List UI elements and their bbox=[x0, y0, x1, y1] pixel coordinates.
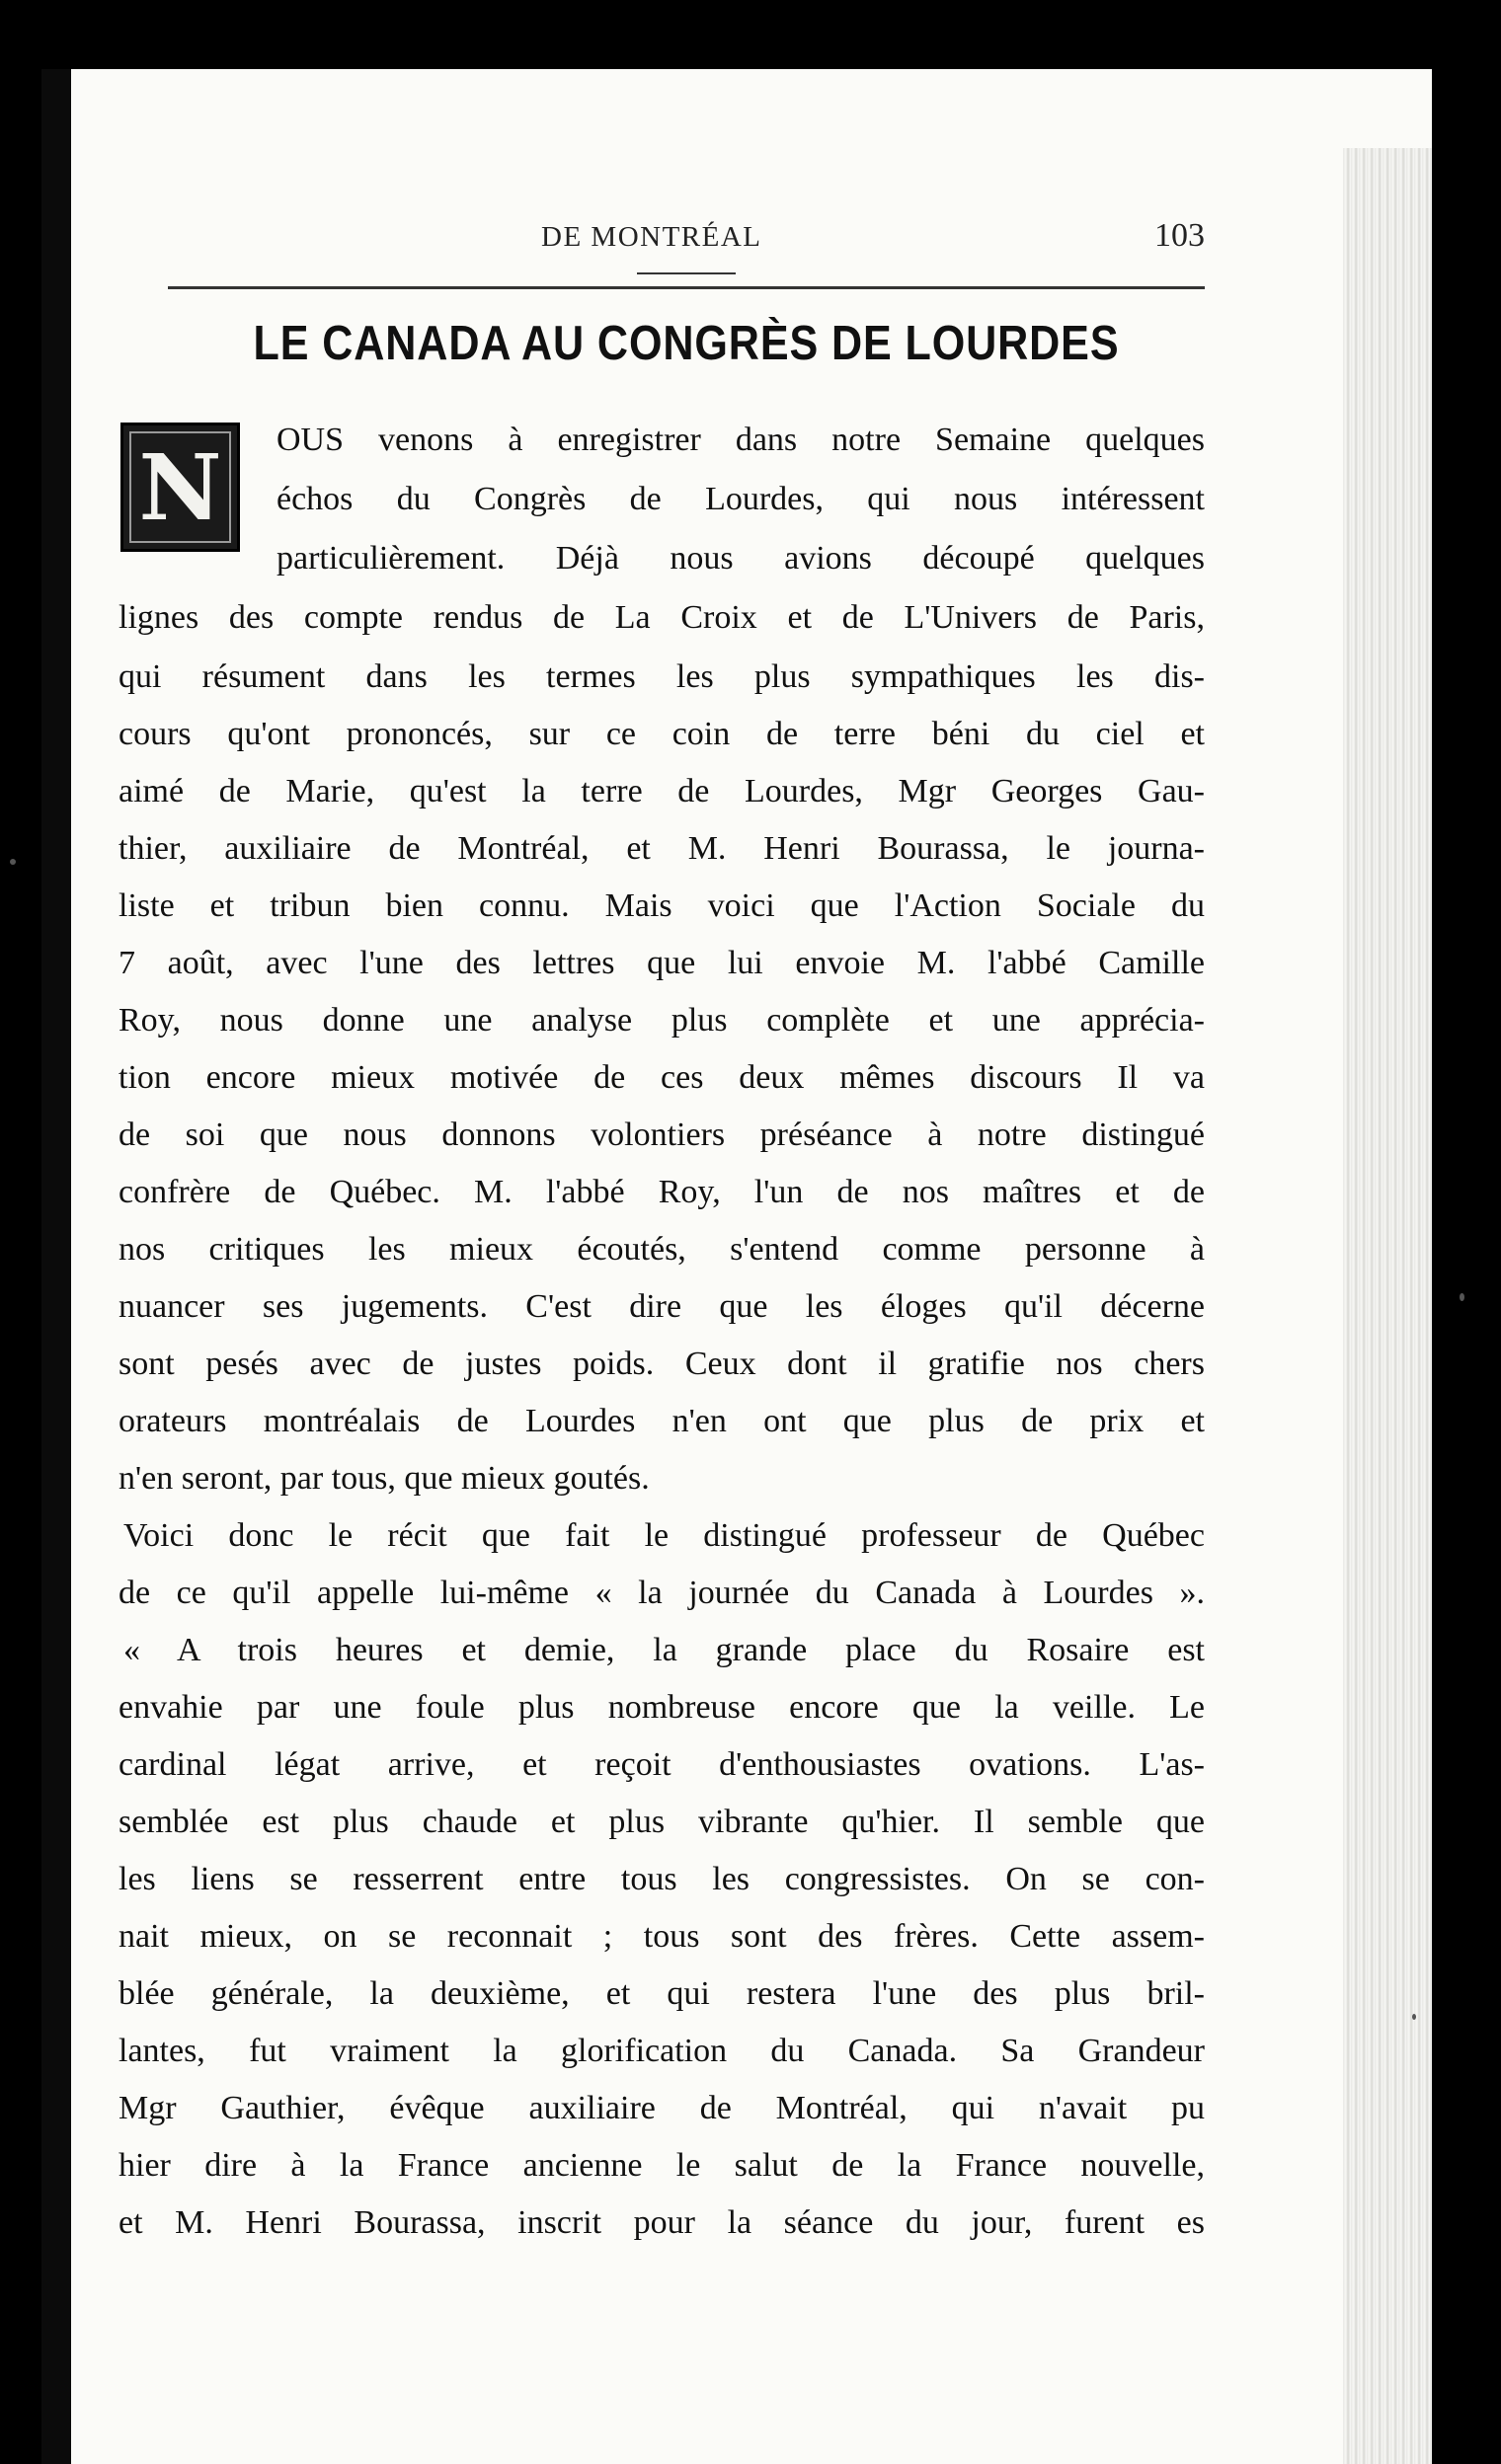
text-line: cours qu'ont prononcés, sur ce coin de terre béni du ciel et bbox=[118, 716, 1205, 752]
text-line: OUS venons à enregistrer dans notre Semaine quelques bbox=[276, 422, 1205, 458]
text-line: nuancer ses jugements. C'est dire que les éloges qu'il décerne bbox=[118, 1288, 1205, 1325]
text-line: nait mieux, on se reconnait ; tous sont des frères. Cette assem- bbox=[118, 1918, 1205, 1955]
text-line: particulièrement. Déjà nous avions découpé quelques bbox=[276, 540, 1205, 577]
text-line: semblée est plus chaude et plus vibrante qu'hier. Il semble que bbox=[118, 1804, 1205, 1840]
text-line: de soi que nous donnons volontiers préséance à notre distingué bbox=[118, 1116, 1205, 1153]
text-line: sont pesés avec de justes poids. Ceux dont il gratifie nos chers bbox=[118, 1346, 1205, 1382]
text-line: confrère de Québec. M. l'abbé Roy, l'un de nos maîtres et de bbox=[118, 1174, 1205, 1210]
text-line: 7 août, avec l'une des lettres que lui envoie M. l'abbé Camille bbox=[118, 945, 1205, 981]
dropcap-letter: N bbox=[120, 423, 240, 552]
text-line: échos du Congrès de Lourdes, qui nous intéressent bbox=[276, 481, 1205, 517]
text-line: aimé de Marie, qu'est la terre de Lourdes, Mgr Georges Gau- bbox=[118, 773, 1205, 809]
text-line: « A trois heures et demie, la grande place du Rosaire est bbox=[123, 1632, 1205, 1668]
text-line: lignes des compte rendus de La Croix et de L'Univers de Paris, bbox=[118, 599, 1205, 636]
text-line: Voici donc le récit que fait le distingué professeur de Québec bbox=[123, 1517, 1205, 1554]
text-line: et M. Henri Bourassa, inscrit pour la séance du jour, furent es bbox=[118, 2204, 1205, 2241]
text-line: liste et tribun bien connu. Mais voici que l'Action Sociale du bbox=[118, 887, 1205, 924]
text-line: lantes, fut vraiment la glorification du Canada. Sa Grandeur bbox=[118, 2033, 1205, 2069]
text-line: Roy, nous donne une analyse plus complète et une apprécia- bbox=[118, 1002, 1205, 1039]
text-line: les liens se resserrent entre tous les congressistes. On se con- bbox=[118, 1861, 1205, 1897]
text-line: n'en seront, par tous, que mieux goutés. bbox=[118, 1460, 650, 1497]
text-line: tion encore mieux motivée de ces deux mêmes discours Il va bbox=[118, 1059, 1205, 1096]
text-line: Mgr Gauthier, évêque auxiliaire de Montréal, qui n'avait pu bbox=[118, 2090, 1205, 2126]
text-line: nos critiques les mieux écoutés, s'entend comme personne à bbox=[118, 1231, 1205, 1268]
text-line: blée générale, la deuxième, et qui restera l'une des plus bril- bbox=[118, 1975, 1205, 2012]
text-line: envahie par une foule plus nombreuse encore que la veille. Le bbox=[118, 1689, 1205, 1726]
text-line: de ce qu'il appelle lui-même « la journée du Canada à Lourdes ». bbox=[118, 1575, 1205, 1611]
running-title: DE MONTRÉAL bbox=[541, 221, 762, 253]
page-number: 103 bbox=[1154, 217, 1205, 254]
text-line: thier, auxiliaire de Montréal, et M. Henri Bourassa, le journa- bbox=[118, 830, 1205, 867]
text-line: hier dire à la France ancienne le salut de la France nouvelle, bbox=[118, 2147, 1205, 2184]
text-line: cardinal légat arrive, et reçoit d'enthousiastes ovations. L'as- bbox=[118, 1746, 1205, 1783]
text-line: orateurs montréalais de Lourdes n'en ont que plus de prix et bbox=[118, 1403, 1205, 1439]
article-title: LE CANADA AU CONGRÈS DE LOURDES bbox=[253, 317, 1120, 370]
text-line: qui résument dans les termes les plus sympathiques les dis- bbox=[118, 658, 1205, 695]
